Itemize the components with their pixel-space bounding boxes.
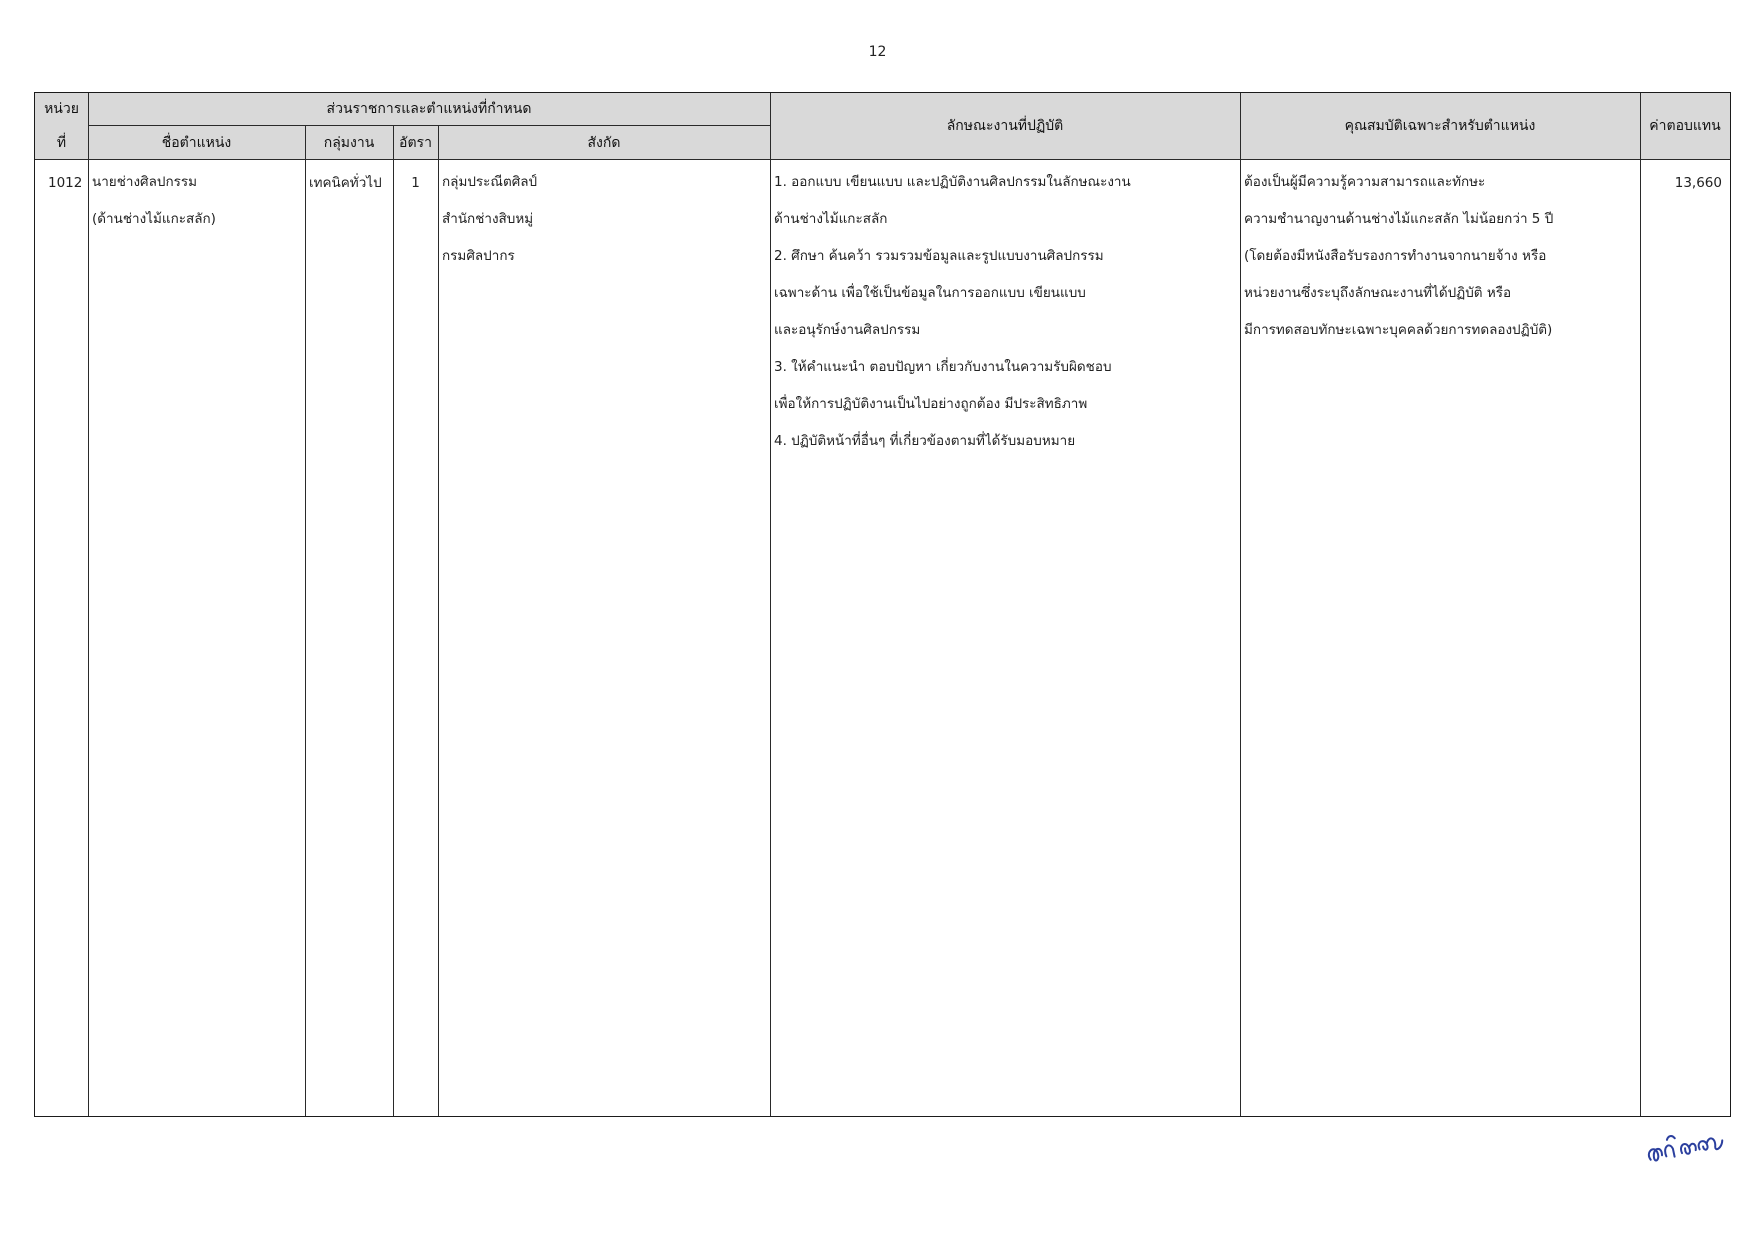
qualifications [1244, 164, 1553, 349]
duties-line: เพื่อให้การปฏิบัติงานเป็นไปอย่างถูกต้อง มีประสิทธิภาพ [774, 396, 1088, 412]
header-compensation: ค่าตอบแทน [1649, 118, 1721, 134]
qualification-line: ความชำนาญงานด้านช่างไม้แกะสลัก ไม่น้อยกว่า 5 ปี [1244, 211, 1554, 227]
header-qualifications: คุณสมบัติเฉพาะสำหรับตำแหน่ง [1344, 118, 1536, 134]
qualification-line: ต้องเป็นผู้มีความรู้ความสามารถและทักษะ [1244, 174, 1486, 190]
col-divider-rate [438, 126, 439, 1116]
handwritten-signature [1640, 1118, 1732, 1168]
col-divider-affiliation [770, 93, 771, 1116]
header-position-name: ชื่อตำแหน่ง [161, 134, 232, 151]
col-divider-jobgroup [393, 126, 394, 1116]
header-bottom-line [35, 159, 1730, 160]
qualification-line: หน่วยงานซึ่งระบุถึงลักษณะงานที่ได้ปฏิบัติ หรือ [1244, 285, 1512, 301]
qualification-line: มีการทดสอบทักษะเฉพาะบุคคลด้วยการทดลองปฏิบัติ) [1244, 322, 1553, 338]
affiliation-line: กลุ่มประณีตศิลป์ [442, 174, 538, 190]
duties-line: ด้านช่างไม้แกะสลัก [774, 211, 888, 227]
affiliation-line: สำนักช่างสิบหมู่ [442, 211, 534, 227]
position-line: นายช่างศิลปกรรม [92, 174, 198, 190]
job-group: เทคนิคทั่วไป [309, 175, 382, 191]
duties-line: 3. ให้คำแนะนำ ตอบปัญหา เกี่ยวกับงานในความรับผิดชอบ [774, 359, 1112, 375]
col-divider-position [305, 126, 306, 1116]
qualification-line: (โดยต้องมีหนังสือรับรองการทำงานจากนายจ้าง หรือ [1244, 248, 1547, 264]
unit-number: 1012 [48, 175, 83, 191]
col-divider-unit [88, 93, 89, 1116]
header-affiliation: สังกัด [587, 134, 621, 151]
header-unit-no-bottom: ที่ [56, 134, 67, 151]
position-name [92, 164, 216, 238]
header-agency-group: ส่วนราชการและตำแหน่งที่กำหนด [326, 101, 532, 117]
duties-line: 2. ศึกษา ค้นคว้า รวมรวมข้อมูลและรูปแบบงานศิลปกรรม [774, 248, 1104, 264]
page-number: 12 [868, 44, 887, 60]
duties-line: และอนุรักษ์งานศิลปกรรม [774, 322, 921, 338]
duties [774, 164, 1131, 460]
compensation-amount: 13,660 [1674, 175, 1722, 191]
header-duties: ลักษณะงานที่ปฏิบัติ [946, 118, 1064, 134]
col-divider-qualifications [1640, 93, 1641, 1116]
position-line: (ด้านช่างไม้แกะสลัก) [92, 211, 216, 227]
header-unit-no-top: หน่วย [44, 101, 79, 117]
rate: 1 [411, 175, 420, 191]
header-job-group: กลุ่มงาน [323, 134, 375, 151]
duties-line: เฉพาะด้าน เพื่อใช้เป็นข้อมูลในการออกแบบ เขียนแบบ [774, 285, 1086, 301]
duties-line: 4. ปฏิบัติหน้าที่อื่นๆ ที่เกี่ยวข้องตามที่ได้รับมอบหมาย [774, 433, 1076, 449]
affiliation-line: กรมศิลปากร [442, 248, 515, 264]
affiliation [442, 164, 537, 275]
duties-line: 1. ออกแบบ เขียนแบบ และปฏิบัติงานศิลปกรรมในลักษณะงาน [774, 174, 1131, 190]
col-divider-duties [1240, 93, 1241, 1116]
header-rate: อัตรา [399, 134, 432, 151]
